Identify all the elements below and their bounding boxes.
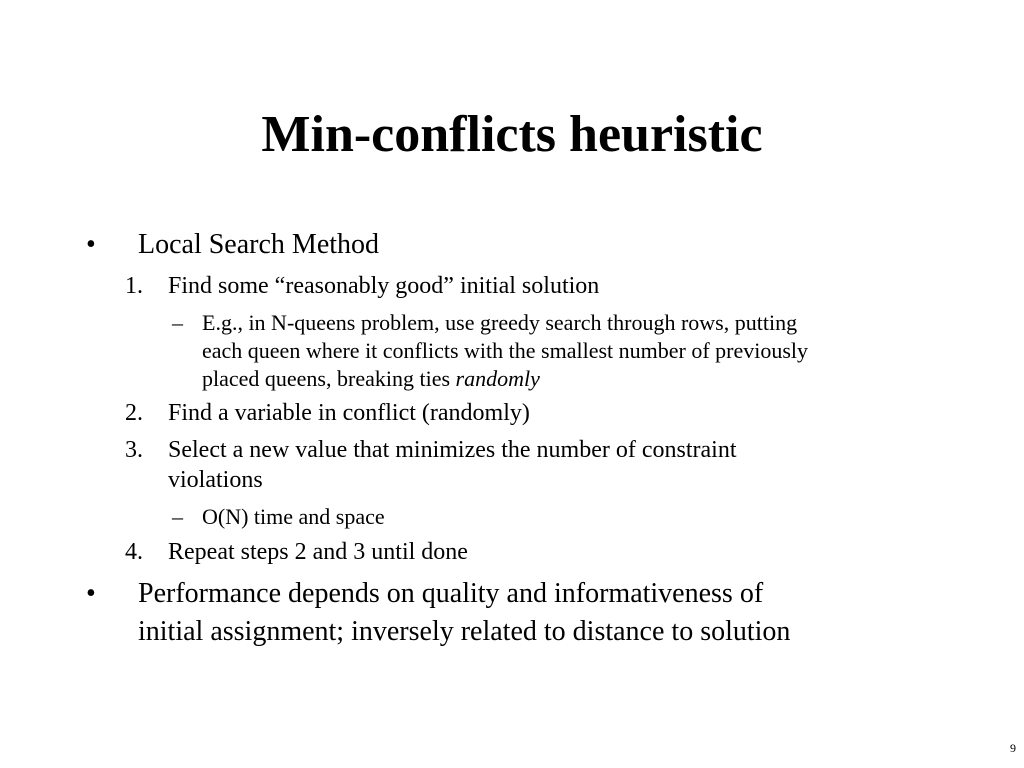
step-4-text: Repeat steps 2 and 3 until done — [168, 539, 468, 565]
sub-item-dash: – — [172, 504, 183, 529]
bullet-marker: • — [86, 229, 96, 260]
step-1-text: Find some “reasonably good” initial solution — [168, 273, 600, 299]
step-4-number: 4. — [125, 539, 143, 565]
page-number: 9 — [1010, 741, 1016, 755]
sub-item-line-3 — [202, 365, 540, 393]
step-1-number: 1. — [125, 273, 143, 299]
sub-item-line-3-text: placed queens, breaking ties — [202, 366, 451, 391]
emphasis-randomly: randomly — [455, 366, 540, 391]
sub-item-line-2: each queen where it conflicts with the smallest number of previously — [202, 338, 809, 363]
bullet-text-local-search: Local Search Method — [138, 229, 380, 260]
step-2-number: 2. — [125, 400, 143, 426]
step-2-text: Find a variable in conflict (randomly) — [168, 400, 530, 426]
bullet-marker: • — [86, 578, 96, 609]
step-3-text-line-1: Select a new value that minimizes the number of constraint — [168, 437, 737, 463]
sub-item-complexity: O(N) time and space — [202, 504, 385, 529]
bullet-text-performance-line-2: initial assignment; inversely related to distance to solution — [138, 616, 791, 647]
step-3-number: 3. — [125, 437, 143, 463]
step-3-text-line-2: violations — [168, 467, 263, 493]
sub-item-line-1: E.g., in N-queens problem, use greedy search through rows, putting — [202, 310, 798, 335]
sub-item-dash: – — [172, 310, 183, 335]
slide-title: Min-conflicts heuristic — [261, 106, 763, 163]
bullet-text-performance-line-1: Performance depends on quality and informativeness of — [138, 578, 764, 609]
